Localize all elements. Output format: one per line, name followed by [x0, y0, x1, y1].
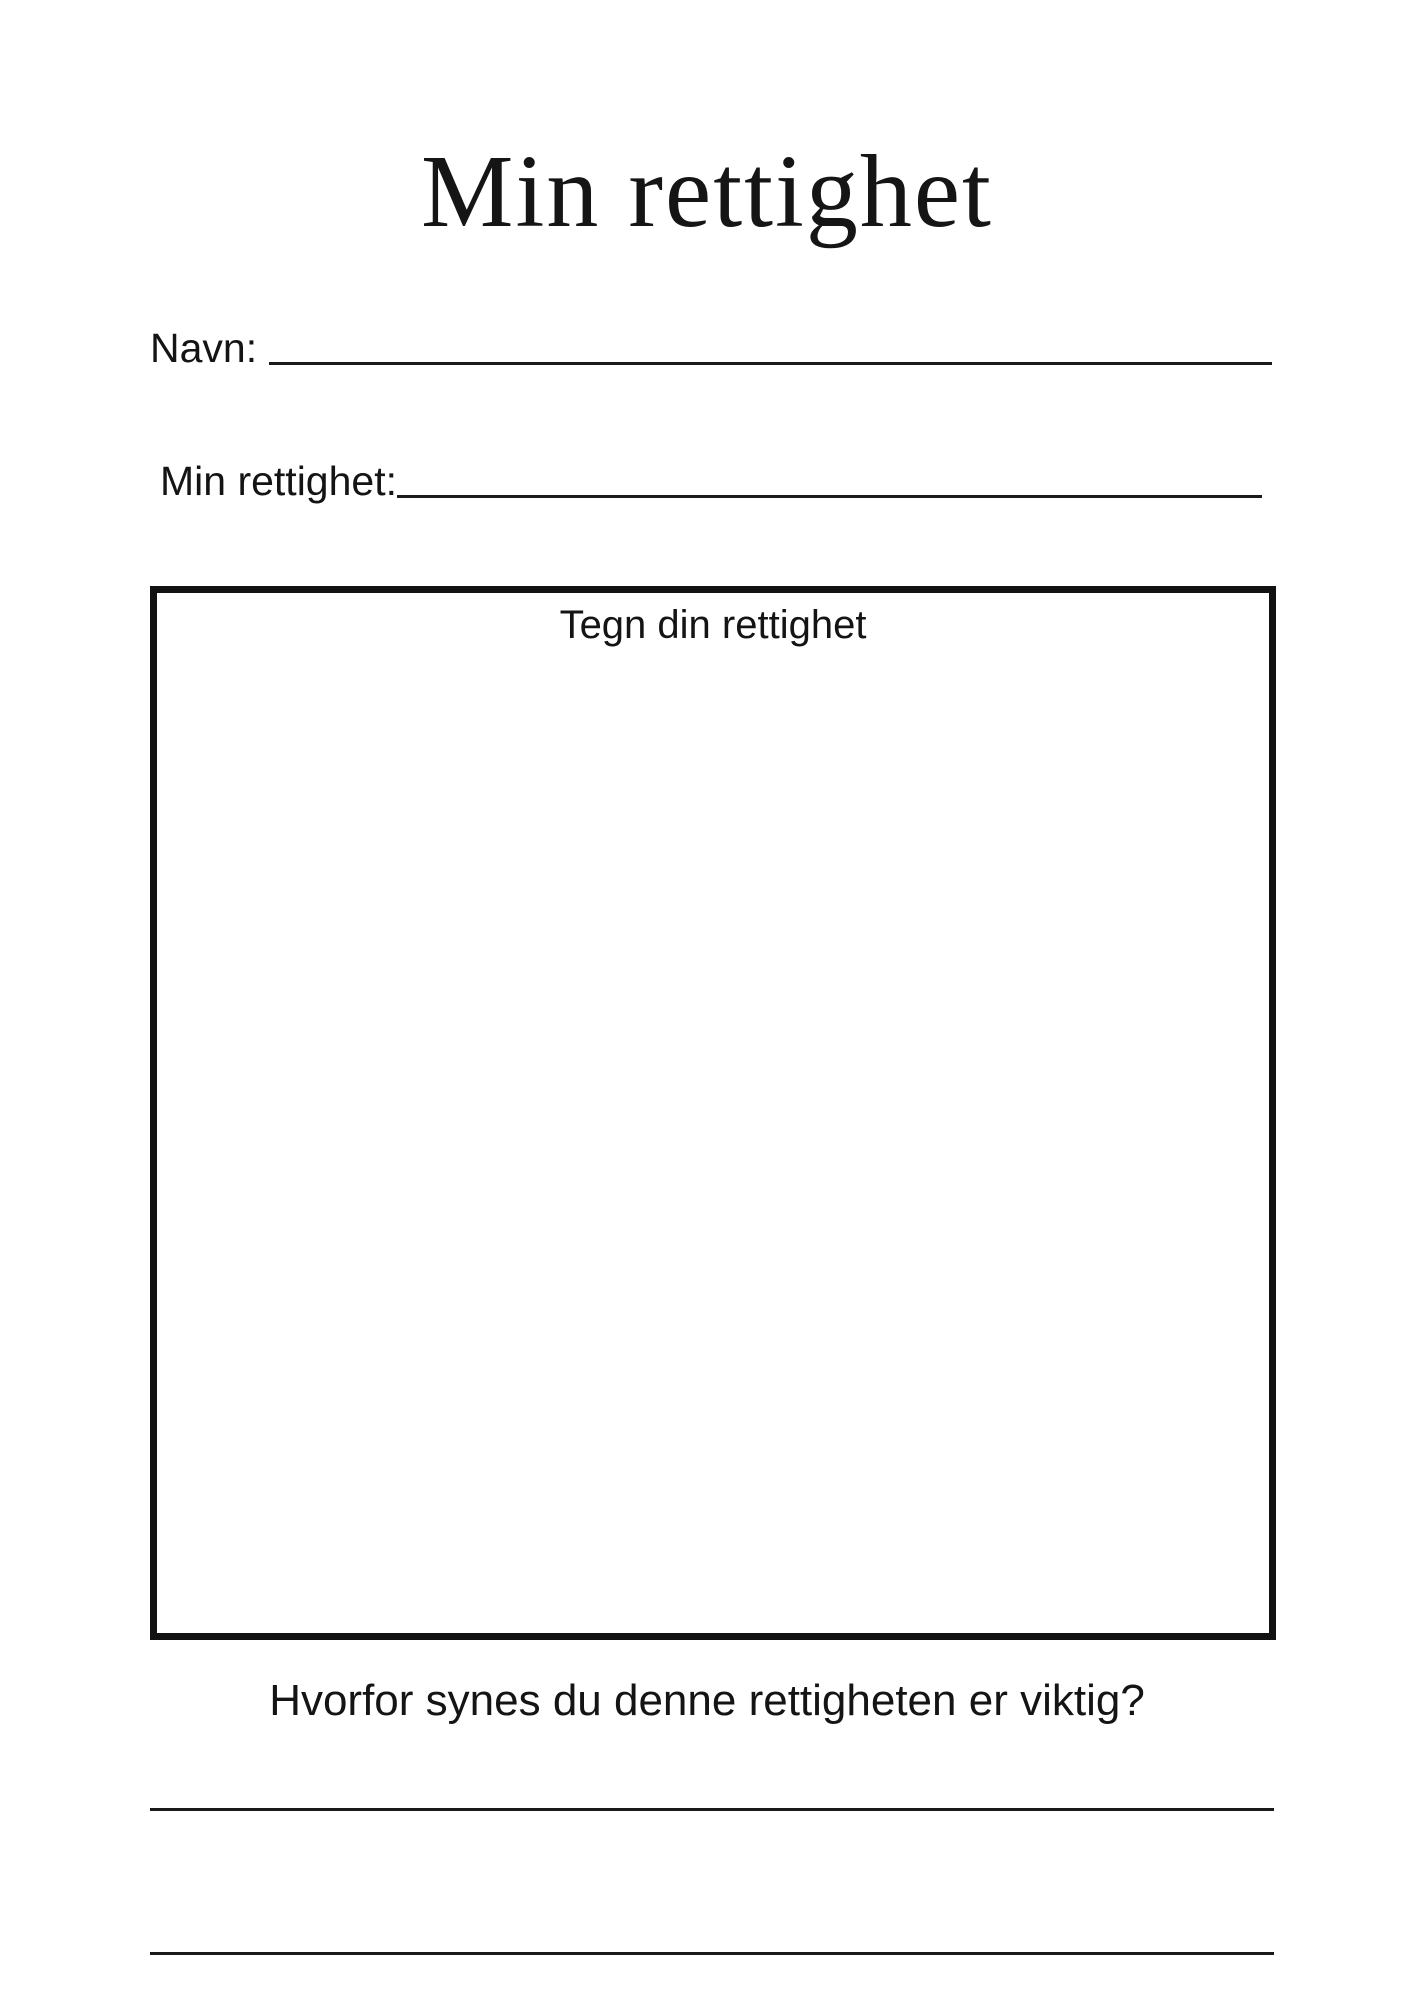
page-title: Min rettighet — [421, 134, 993, 249]
name-label: Navn: — [150, 325, 258, 371]
right-label: Min rettighet: — [160, 458, 397, 504]
answer-line[interactable] — [150, 1808, 1274, 1811]
name-write-line[interactable] — [269, 362, 1272, 365]
drawing-box-label: Tegn din rettighet — [559, 603, 867, 647]
right-write-line[interactable] — [397, 495, 1262, 498]
right-field[interactable] — [160, 458, 1262, 504]
drawing-box[interactable] — [150, 586, 1276, 1640]
question-text: Hvorfor synes du denne rettigheten er viktig? — [269, 1676, 1145, 1725]
answer-line[interactable] — [150, 1952, 1274, 1955]
name-field[interactable] — [150, 325, 1272, 371]
